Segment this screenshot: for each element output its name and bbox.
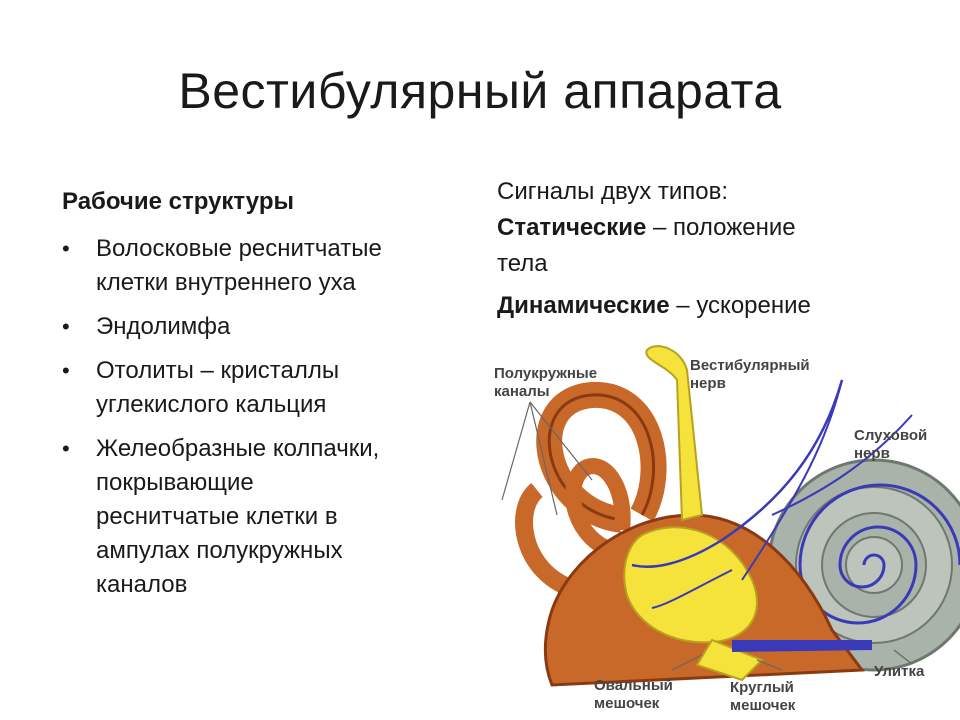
signal-types-column	[497, 174, 927, 324]
label-utricle: Овальный	[594, 677, 673, 694]
list-item	[62, 310, 462, 344]
list-item-text: Волосковые реснитчатые	[96, 235, 382, 262]
static-signal-row	[497, 210, 927, 246]
list-item-text: углекислого кальция	[96, 391, 327, 418]
working-structures-list	[62, 232, 462, 602]
list-item-text: Отолиты – кристаллы	[96, 357, 340, 384]
list-item	[62, 232, 462, 300]
dynamic-term: Динамические	[497, 292, 670, 319]
signal-types-intro: Сигналы двух типов:	[497, 178, 729, 205]
label-vestibular-nerve: Вестибулярный	[690, 357, 810, 374]
list-item	[62, 354, 462, 422]
bullet-icon: •	[62, 358, 70, 383]
label-auditory-nerve-2: нерв	[854, 445, 890, 462]
static-description-cont: тела	[497, 250, 548, 277]
label-semicircular-canals-2: каналы	[494, 383, 550, 400]
inner-ear-diagram	[482, 340, 960, 720]
label-saccule-2: мешочек	[730, 697, 796, 714]
label-utricle-2: мешочек	[594, 695, 660, 712]
working-structures-column	[62, 188, 462, 612]
list-item-text: клетки внутреннего уха	[96, 269, 356, 296]
static-description: – положение	[646, 214, 796, 241]
list-item-text: Эндолимфа	[96, 313, 231, 340]
bullet-icon: •	[62, 436, 70, 461]
label-semicircular-canals: Полукружные	[494, 365, 598, 382]
label-saccule: Круглый	[730, 679, 794, 696]
label-auditory-nerve: Слуховой	[854, 427, 928, 444]
dynamic-description: – ускорение	[669, 292, 811, 319]
list-item-text: реснитчатые клетки в	[96, 503, 338, 530]
list-item-text: покрывающие	[96, 469, 254, 496]
slide-title: Вестибулярный аппарата	[178, 63, 782, 119]
label-vestibular-nerve-2: нерв	[690, 375, 726, 392]
working-structures-heading: Рабочие структуры	[62, 188, 294, 215]
dynamic-signal-row	[497, 288, 927, 324]
label-cochlea: Улитка	[874, 663, 925, 680]
list-item-text: каналов	[96, 571, 188, 598]
bullet-icon: •	[62, 236, 70, 261]
list-item	[62, 432, 462, 602]
list-item-text: ампулах полукружных	[96, 537, 343, 564]
list-item-text: Желеобразные колпачки,	[96, 435, 380, 462]
static-term: Статические	[497, 214, 647, 241]
inner-ear-illustration	[482, 340, 960, 720]
bullet-icon: •	[62, 314, 70, 339]
